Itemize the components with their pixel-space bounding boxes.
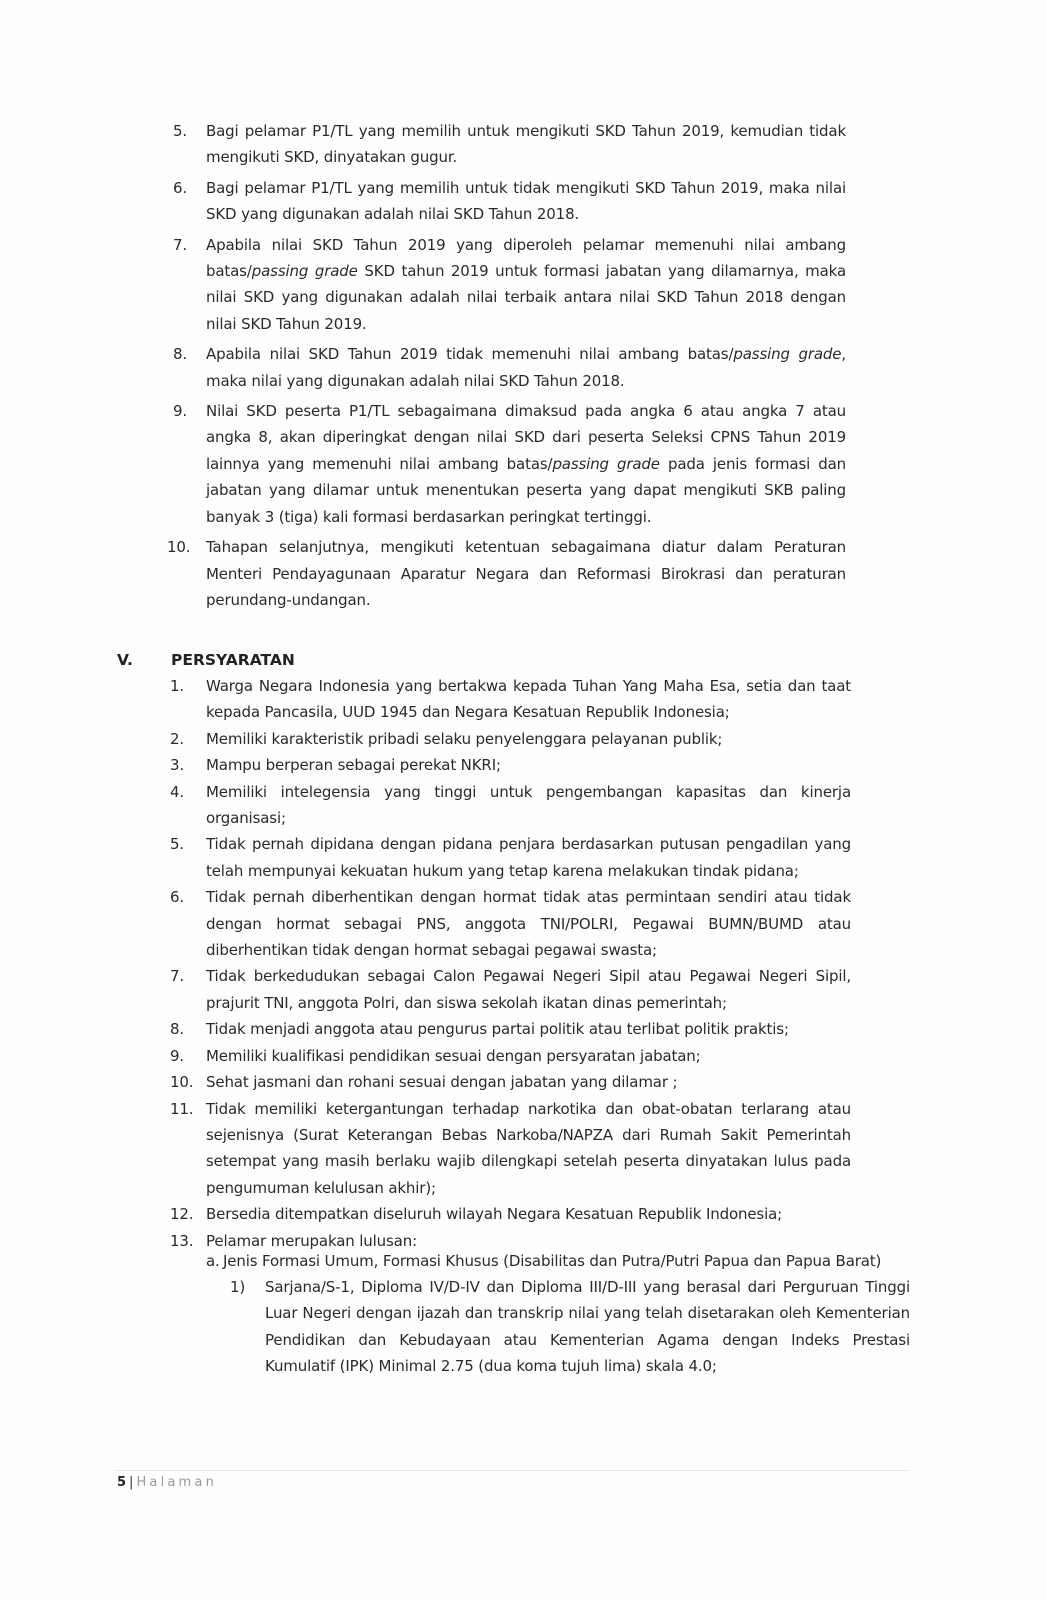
item-number: 6. <box>173 178 188 197</box>
text-segment: Nilai SKD peserta P1/TL sebagaimana dimaksud pada angka 6 atau angka 7 atau angka 8, akan diperingkat dengan nilai SKD dari peserta Seleksi CPNS Tahun 2019 lainnya yang memenuhi nilai ambang batas/ <box>206 402 846 473</box>
item-number: 7. <box>170 967 185 986</box>
requirement-item <box>170 963 851 1016</box>
item-number: 1. <box>170 677 185 695</box>
item-number: 8. <box>170 1020 185 1039</box>
item-number: 10. <box>167 538 191 557</box>
sub-item-text: Sarjana/S-1, Diploma IV/D-IV dan Diploma III/D-III yang berasal dari Perguruan Tinggi Luar Negeri dengan ijazah dan transkrip nilai yang telah disetarakan oleh Kementerian Pendidikan dan Kebudayaan atau Kementerian Agama dengan Indeks Prestasi Kumulatif (IPK) Minimal 2.75 (dua koma tujuh lima) skala 4.0; <box>265 1278 910 1376</box>
page-number: 5 <box>117 1475 127 1490</box>
list-item <box>173 232 846 338</box>
item-text: Memiliki intelegensia yang tinggi untuk pengembangan kapasitas dan kinerja organisasi; <box>206 782 851 828</box>
item-text: Bersedia ditempatkan diseluruh wilayah Negara Kesatuan Republik Indonesia; <box>206 1205 783 1224</box>
item-text: Memiliki karakteristik pribadi selaku penyelenggara pelayanan publik; <box>206 729 723 748</box>
item-text: Tahapan selanjutnya, mengikuti ketentuan sebagaimana diatur dalam Peraturan Menteri Pendayagunaan Aparatur Negara dan Reformasi Birokrasi dan peraturan perundang-undangan. <box>206 538 846 609</box>
item-text: Bagi pelamar P1/TL yang memilih untuk tidak mengikuti SKD Tahun 2019, maka nilai SKD yang digunakan adalah nilai SKD Tahun 2018. <box>206 178 846 224</box>
requirement-item <box>170 1096 851 1202</box>
section-number: V. <box>117 651 133 669</box>
sub-item-number: 1) <box>230 1278 246 1296</box>
item-number: 9. <box>170 1046 185 1065</box>
emphasis-passing-grade: passing grade <box>733 345 842 364</box>
item-text: Bagi pelamar P1/TL yang memilih untuk mengikuti SKD Tahun 2019, kemudian tidak mengikuti SKD, dinyatakan gugur. <box>206 122 846 167</box>
item-number: 10. <box>170 1073 194 1092</box>
item-text: Pelamar merupakan lulusan: <box>206 1231 417 1250</box>
item-number: 6. <box>170 888 185 907</box>
item-text: Mampu berperan sebagai perekat NKRI; <box>206 756 501 775</box>
item-number: 11. <box>170 1099 194 1118</box>
continued-numbered-list <box>167 118 846 613</box>
item-text: Tidak berkedudukan sebagai Calon Pegawai Negeri Sipil atau Pegawai Negeri Sipil, prajurit TNI, anggota Polri, dan siswa sekolah ikatan dinas pemerintah; <box>206 967 851 1012</box>
list-item <box>173 175 846 228</box>
sub-item-letter: a. <box>206 1252 220 1270</box>
list-item <box>173 341 846 394</box>
item-number: 3. <box>170 756 185 775</box>
item-text <box>206 232 846 338</box>
item-text <box>206 398 846 530</box>
text-segment: , maka nilai yang digunakan adalah nilai SKD Tahun 2018. <box>206 345 846 390</box>
requirement-item <box>170 1043 851 1069</box>
item-text: Tidak pernah dipidana dengan pidana penjara berdasarkan putusan pengadilan yang telah mempunyai kekuatan hukum yang tetap karena melakukan tindak pidana; <box>206 835 851 880</box>
emphasis-passing-grade: passing grade <box>552 454 660 473</box>
item-number: 7. <box>173 235 188 254</box>
item-number: 5. <box>173 122 188 140</box>
item-text: Sehat jasmani dan rohani sesuai dengan jabatan yang dilamar ; <box>206 1073 678 1092</box>
requirement-item <box>170 1016 851 1042</box>
item-text: Tidak memiliki ketergantungan terhadap narkotika dan obat-obatan terlarang atau sejenisnya (Surat Keterangan Bebas Narkoba/NAPZA dari Rumah Sakit Pemerintah setempat yang masih berlaku wajib dilengkapi setelah peserta dinyatakan lulus pada pengumuman kelulusan akhir); <box>206 1099 851 1197</box>
item-number: 12. <box>170 1205 194 1224</box>
section-title: PERSYARATAN <box>171 651 295 669</box>
item-number: 4. <box>170 782 185 801</box>
footer-label: Halaman <box>136 1475 218 1490</box>
list-item <box>173 118 846 171</box>
sub-item-text: Jenis Formasi Umum, Formasi Khusus (Disabilitas dan Putra/Putri Papua dan Papua Barat) <box>223 1252 882 1270</box>
requirement-item <box>170 752 851 778</box>
requirement-item <box>170 779 851 832</box>
emphasis-passing-grade: passing grade <box>251 262 358 281</box>
item-text: Warga Negara Indonesia yang bertakwa kepada Tuhan Yang Maha Esa, setia dan taat kepada Pancasila, UUD 1945 dan Negara Kesatuan Republik Indonesia; <box>206 677 851 722</box>
requirement-item <box>170 726 851 752</box>
list-item <box>167 534 846 613</box>
sub-item-a <box>206 1248 906 1274</box>
footer-separator: | <box>129 1475 134 1490</box>
text-segment: SKD tahun 2019 untuk formasi jabatan yang dilamarnya, maka nilai SKD yang digunakan adalah nilai terbaik antara nilai SKD Tahun 2018 dengan nilai SKD Tahun 2019. <box>206 262 846 333</box>
sub-item-1 <box>230 1274 910 1380</box>
item-text: Tidak menjadi anggota atau pengurus partai politik atau terlibat politik praktis; <box>206 1020 789 1039</box>
list-item <box>173 398 846 530</box>
item-number: 5. <box>170 835 185 854</box>
requirement-item <box>170 1201 851 1227</box>
item-text: Memiliki kualifikasi pendidikan sesuai dengan persyaratan jabatan; <box>206 1046 701 1065</box>
item-text: Tidak pernah diberhentikan dengan hormat tidak atas permintaan sendiri atau tidak dengan hormat sebagai PNS, anggota TNI/POLRI, Pegawai BUMN/BUMD atau diberhentikan tidak dengan hormat sebagai pegawai swasta; <box>206 888 851 960</box>
text-segment: pada jenis formasi dan jabatan yang dilamar untuk menentukan peserta yang dapat mengikuti SKB paling banyak 3 (tiga) kali formasi berdasarkan peringkat tertinggi. <box>206 454 846 526</box>
item-number: 2. <box>170 729 185 748</box>
page-footer <box>117 1474 217 1492</box>
requirement-item <box>170 831 851 884</box>
text-segment: Apabila nilai SKD Tahun 2019 tidak memenuhi nilai ambang batas/ <box>206 345 734 364</box>
requirement-item <box>170 673 851 726</box>
requirement-item <box>170 884 851 963</box>
text-segment: Apabila nilai SKD Tahun 2019 yang diperoleh pelamar memenuhi nilai ambang batas/ <box>206 235 846 281</box>
item-text <box>206 341 846 394</box>
item-number: 13. <box>170 1231 194 1250</box>
item-number: 8. <box>173 345 188 364</box>
section-heading <box>117 647 295 673</box>
item-number: 9. <box>173 402 188 421</box>
footer-divider <box>115 1470 910 1471</box>
requirement-item <box>170 1069 851 1095</box>
requirements-list <box>170 673 851 1254</box>
